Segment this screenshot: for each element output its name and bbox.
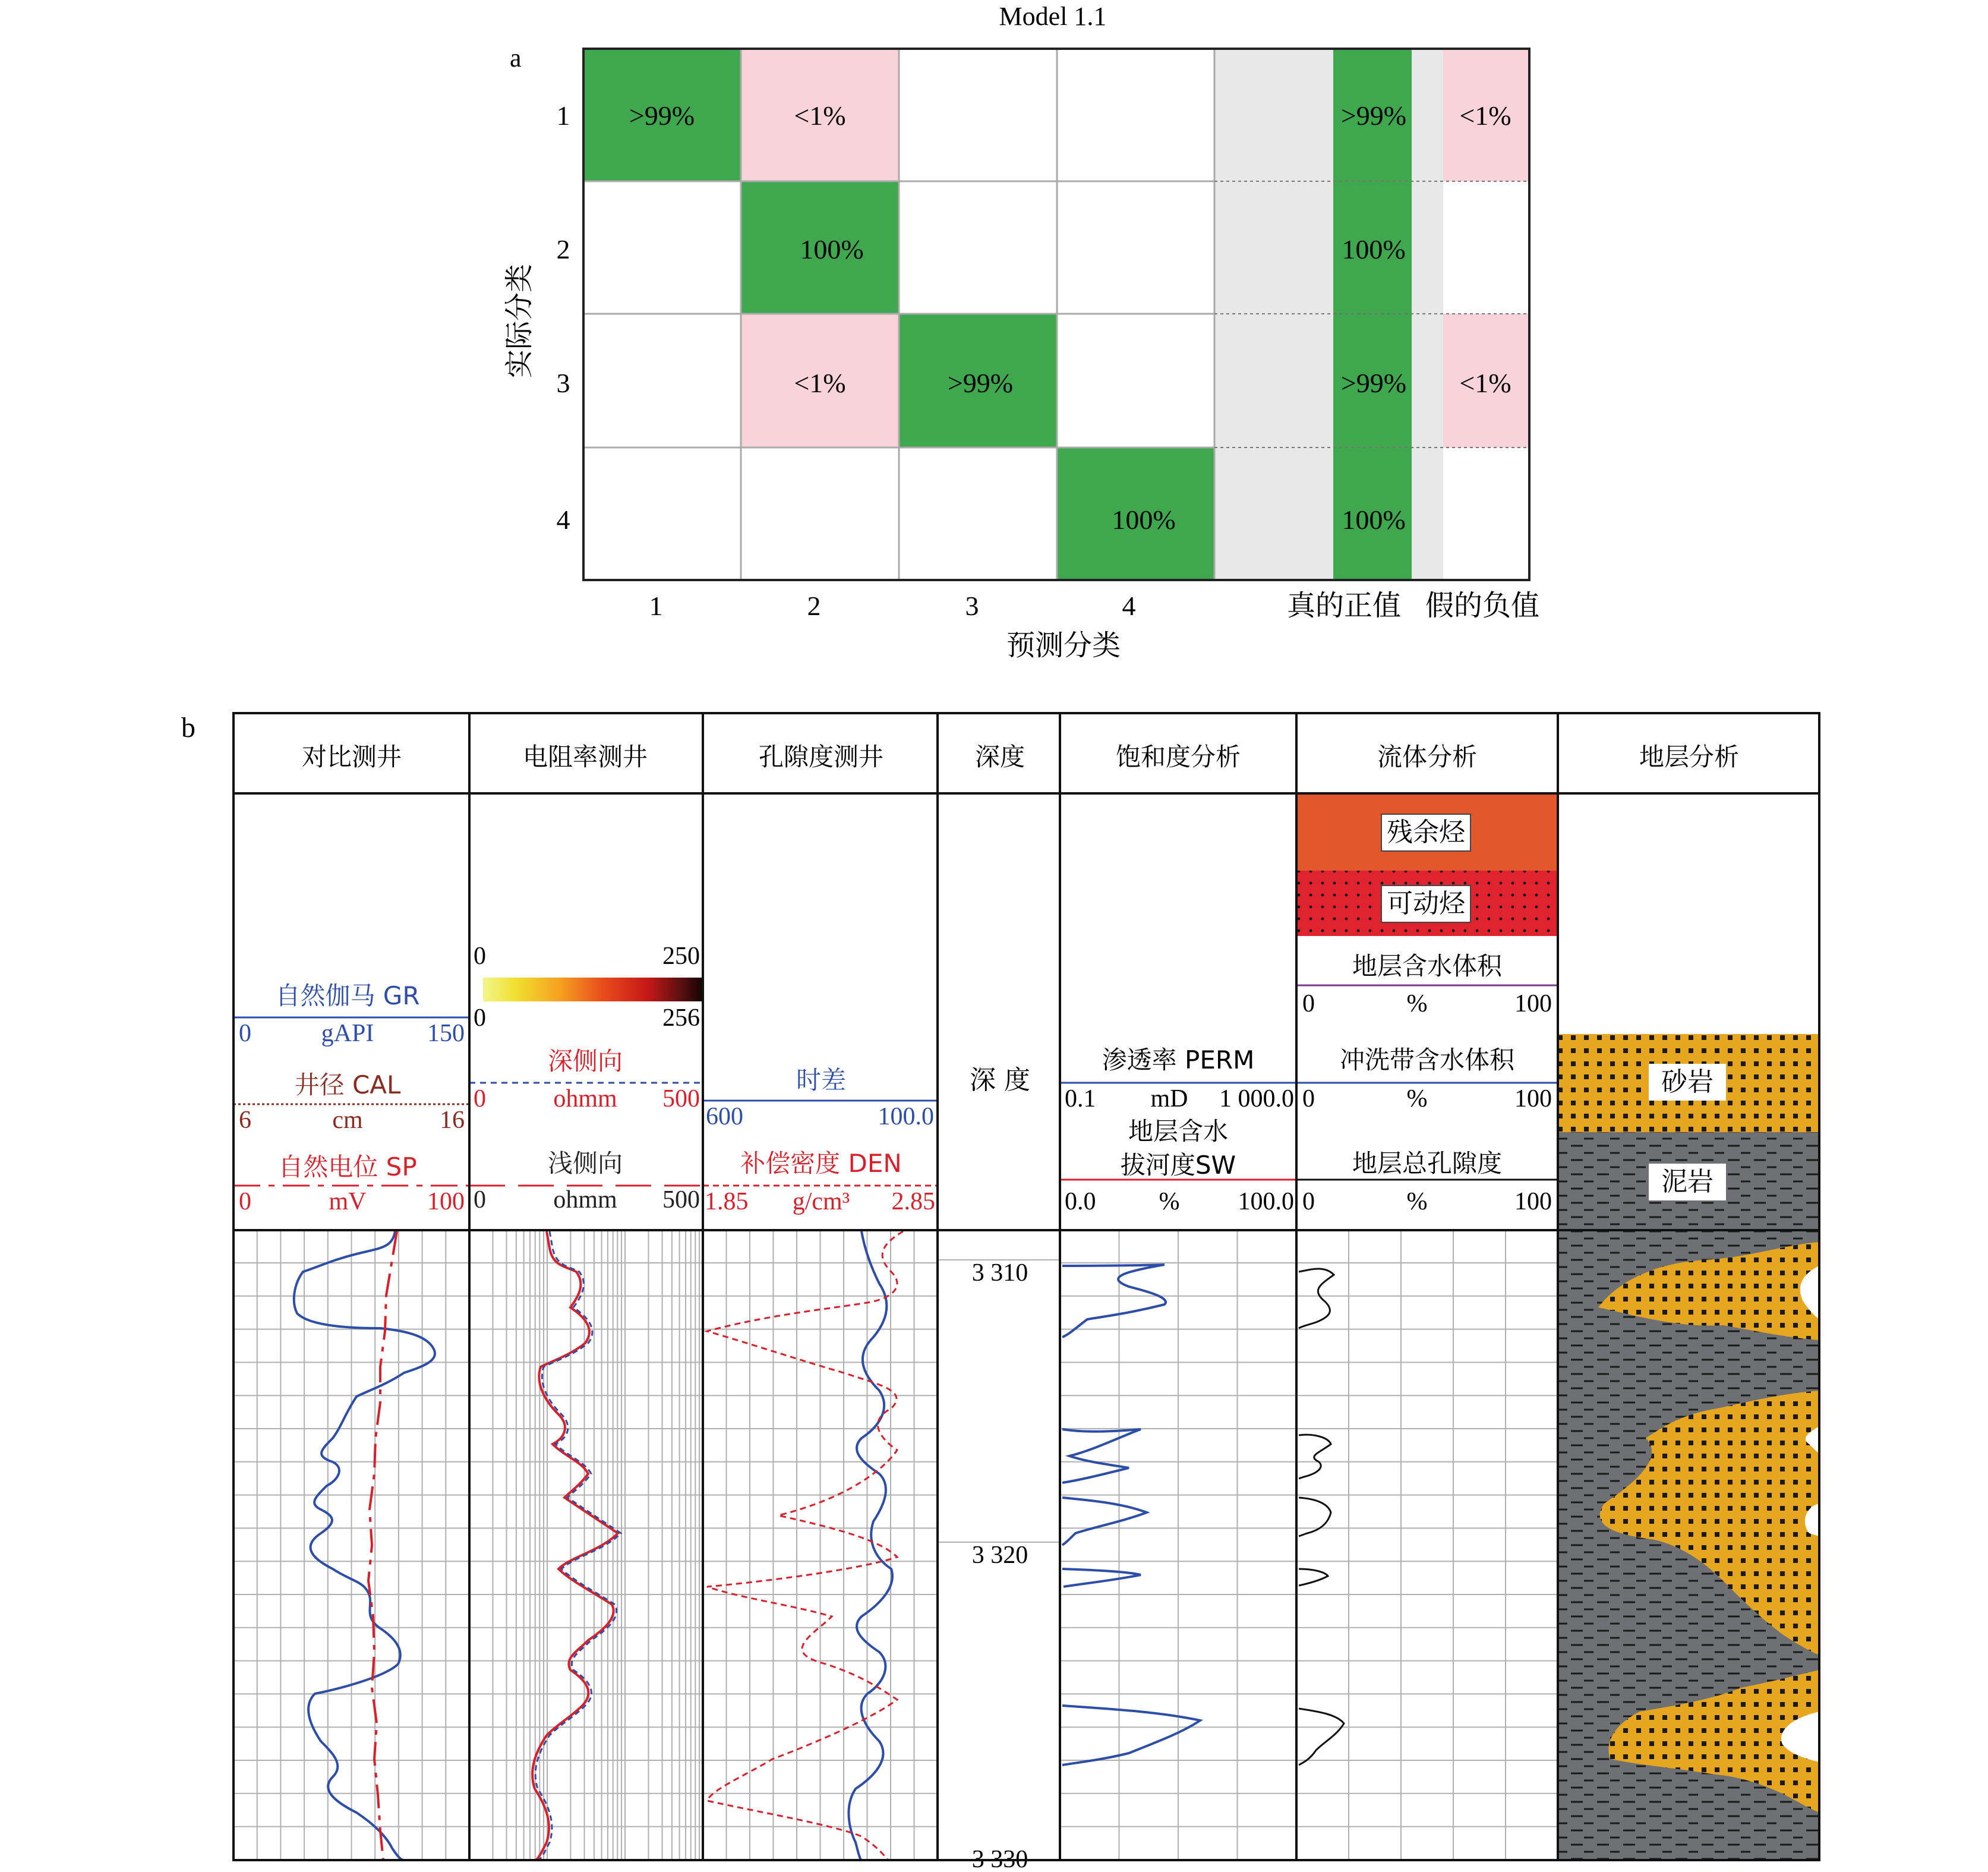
shallow-res-max: 500 (662, 1186, 700, 1214)
shallow-res-name: 浅侧向 (547, 1149, 623, 1178)
resistivity-color-bar (483, 978, 703, 1001)
tp-r4-value: 100% (1342, 505, 1406, 535)
bvxo-unit: % (1406, 1085, 1428, 1113)
perm-curve-5 (1062, 1706, 1200, 1765)
sp-name: 自然电位 SP (278, 1152, 417, 1181)
deep-res-min: 0 (474, 1085, 486, 1113)
gr-curve (294, 1231, 435, 1860)
deep-res-name: 深侧向 (547, 1047, 623, 1076)
cell-r3c2-value: <1% (794, 368, 846, 398)
row-label-4: 4 (556, 505, 570, 535)
phit-unit: % (1406, 1188, 1428, 1215)
bvw-unit: % (1406, 990, 1428, 1017)
panel-a-xlabel: 预测分类 (1006, 629, 1121, 662)
track-title-fluid: 流体分析 (1377, 744, 1478, 771)
bvw-max: 100 (1514, 990, 1552, 1017)
den-name: 补偿密度 DEN (740, 1149, 902, 1178)
tp-r1-value: >99% (1340, 100, 1407, 131)
residual-hydrocarbon-label: 残余烃 (1387, 817, 1465, 847)
shallow-res-unit: ohmm (553, 1186, 617, 1214)
track-title-depth: 深度 (974, 744, 1025, 771)
cell-r1c1-value: >99% (629, 100, 695, 131)
bvxo-max: 100 (1514, 1085, 1552, 1113)
bvw-name: 地层含水体积 (1352, 951, 1503, 981)
perm-curve-2 (1062, 1429, 1141, 1483)
bvxo-name: 冲洗带含水体积 (1339, 1045, 1515, 1074)
deep-res-max: 500 (662, 1085, 700, 1113)
deep-res-curve (532, 1231, 618, 1860)
sw-unit: % (1159, 1188, 1180, 1215)
deep-res-unit: ohmm (553, 1085, 617, 1113)
fluid-curve-1 (1299, 1269, 1334, 1328)
gr-min: 0 (239, 1020, 251, 1047)
depth-header: 深 度 (970, 1065, 1030, 1095)
panel-a-label: a (510, 43, 522, 73)
panel-a-ylabel: 实际分类 (503, 263, 536, 379)
color-scale-min-bottom: 0 (474, 1004, 486, 1032)
sp-unit: mV (329, 1188, 367, 1215)
phit-max: 100 (1514, 1188, 1552, 1215)
fluid-curve-5 (1299, 1709, 1344, 1765)
perm-curve-4 (1062, 1569, 1141, 1587)
col-label-2: 2 (807, 591, 821, 621)
bvxo-min: 0 (1302, 1085, 1315, 1113)
sp-max: 100 (427, 1188, 465, 1215)
fluid-curve-4 (1299, 1569, 1328, 1586)
perm-name: 渗透率 PERM (1102, 1045, 1255, 1074)
ac-name: 时差 (796, 1066, 847, 1095)
phit-name: 地层总孔隙度 (1352, 1149, 1503, 1178)
sp-min: 0 (239, 1188, 251, 1215)
row-label-1: 1 (556, 100, 570, 131)
row-label-3: 3 (556, 368, 570, 398)
panel-a (503, 2, 1539, 662)
panel-b-label: b (181, 712, 195, 743)
sand-legend-label: 砂岩 (1661, 1067, 1714, 1097)
perm-max: 1 000.0 (1219, 1085, 1294, 1113)
color-scale-max-bottom: 256 (662, 1004, 700, 1032)
perm-curve (1062, 1265, 1166, 1337)
ac-curve (848, 1231, 892, 1860)
track-title-saturation: 饱和度分析 (1115, 744, 1241, 771)
panel-a-title: Model 1.1 (999, 2, 1107, 31)
tp-label: 真的正值 (1286, 589, 1402, 622)
panel-b (181, 712, 1819, 1872)
sw-max: 100.0 (1238, 1188, 1294, 1215)
den-min: 1.85 (705, 1188, 749, 1215)
depth-label-3310: 3 310 (971, 1259, 1028, 1287)
gr-unit: gAPI (321, 1020, 374, 1047)
cal-max: 16 (440, 1107, 465, 1134)
depth-label-3320: 3 320 (971, 1542, 1028, 1569)
den-unit: g/cm³ (792, 1188, 850, 1215)
track-title-porosity: 孔隙度测井 (758, 744, 884, 771)
mud-legend-label: 泥岩 (1661, 1167, 1714, 1197)
perm-unit: mD (1150, 1085, 1188, 1113)
tp-r3-value: >99% (1340, 368, 1407, 398)
color-scale-max-top: 250 (662, 943, 700, 970)
cell-r3c3-value: >99% (947, 368, 1014, 398)
fluid-curve-3 (1299, 1498, 1331, 1536)
perm-min: 0.1 (1065, 1085, 1096, 1113)
col-label-4: 4 (1122, 591, 1136, 621)
sp-curve (368, 1231, 397, 1860)
den-max: 2.85 (891, 1188, 935, 1215)
fn-label: 假的负值 (1425, 589, 1540, 622)
track-title-strata: 地层分析 (1639, 744, 1740, 771)
ac-min: 600 (706, 1103, 743, 1130)
track-title-resistivity: 电阻率测井 (522, 744, 648, 771)
tp-r2-value: 100% (1342, 234, 1406, 264)
perm-curve-3 (1062, 1498, 1147, 1545)
bvw-min: 0 (1302, 990, 1315, 1017)
movable-hydrocarbon-label: 可动烃 (1387, 888, 1465, 919)
gr-name: 自然伽马 GR (275, 981, 420, 1010)
shallow-res-min: 0 (474, 1186, 486, 1214)
cal-unit: cm (332, 1107, 363, 1134)
row-label-2: 2 (556, 234, 570, 264)
fluid-curve-2 (1299, 1435, 1331, 1479)
cal-name: 井径 CAL (294, 1070, 401, 1099)
color-scale-min-top: 0 (474, 943, 486, 970)
col-label-3: 3 (965, 591, 979, 621)
cal-min: 6 (239, 1107, 251, 1134)
ac-max: 100.0 (878, 1103, 934, 1130)
sw-name: 拔河度SW (1120, 1151, 1236, 1180)
fn-r3-value: <1% (1459, 368, 1511, 398)
track-gridlines (233, 1230, 1558, 1860)
depth-label-3330: 3 330 (971, 1846, 1028, 1872)
track-title-comparison: 对比测井 (301, 744, 402, 771)
sw-name-line1: 地层含水 (1128, 1117, 1229, 1146)
cell-r2c2-value: 100% (800, 234, 864, 264)
fn-r1-value: <1% (1459, 100, 1511, 131)
gr-max: 150 (427, 1020, 465, 1047)
cell-r4c4-value: 100% (1112, 505, 1176, 535)
sw-min: 0.0 (1065, 1188, 1096, 1215)
cell-r1c2-value: <1% (794, 100, 846, 131)
col-label-1: 1 (649, 591, 663, 621)
phit-min: 0 (1302, 1188, 1315, 1215)
